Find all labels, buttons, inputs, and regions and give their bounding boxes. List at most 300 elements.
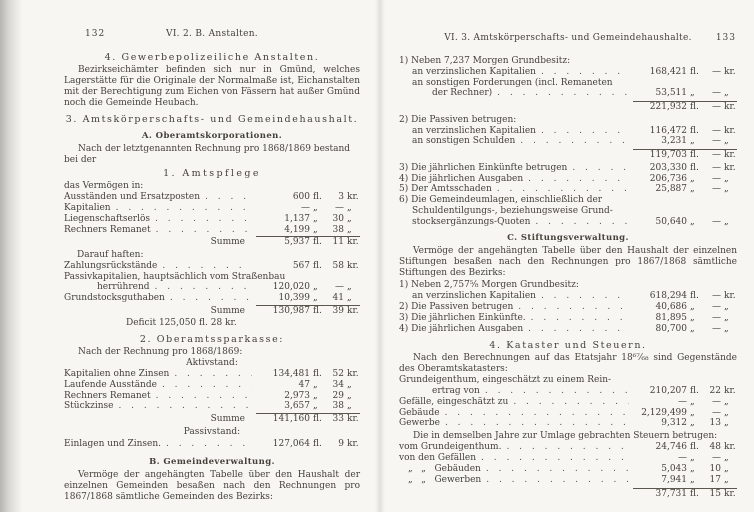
- unit-kreuzer: „: [724, 184, 729, 195]
- unit-gulden: fl.: [690, 489, 699, 500]
- unit-kreuzer: „: [724, 396, 729, 407]
- leader-dots: [162, 380, 252, 391]
- row-amounts: [633, 386, 737, 397]
- amount-kreuzer: —: [712, 323, 721, 334]
- unit-kreuzer: kr.: [347, 260, 359, 271]
- unit-kreuzer: kr.: [724, 162, 736, 173]
- subheading-oberamtskorporationen: A. Oberamtskorporationen.: [141, 131, 283, 141]
- row-label: Liegenschaftserlös: [64, 213, 150, 224]
- label-aktivstand: Aktivstand:: [186, 358, 238, 369]
- ledger-row: [399, 397, 737, 408]
- unit-kreuzer: kr.: [347, 414, 359, 425]
- unit-kreuzer: „: [724, 216, 729, 227]
- unit-gulden: fl.: [690, 386, 699, 397]
- row-label: 3) Die jährlichen Einkünfte.: [399, 312, 526, 323]
- c1-heading: 1) Neben 2,757⁵⁄₈ Morgen Grundbesitz:: [399, 280, 579, 291]
- row-label: Einlagen und Zinsen.: [64, 438, 161, 449]
- amount-kreuzer: 29: [332, 390, 344, 401]
- amount-gulden: 25,887: [655, 184, 687, 195]
- unit-gulden: „: [313, 379, 318, 390]
- row-amounts: [256, 236, 360, 248]
- unit-kreuzer: „: [347, 213, 352, 224]
- amount-kreuzer: —: [712, 407, 721, 418]
- unit-kreuzer: „: [724, 136, 729, 147]
- amount-gulden: 168,421: [649, 66, 687, 77]
- ledger-row: [64, 203, 360, 214]
- unit-kreuzer: kr.: [724, 150, 736, 161]
- right-page: [399, 0, 737, 512]
- row-amounts: [633, 136, 737, 147]
- row-label: Kapitalien ohne Zinsen: [64, 369, 170, 380]
- unit-kreuzer: „: [724, 312, 729, 323]
- unit-kreuzer: kr.: [724, 102, 736, 112]
- amount-gulden: 5,937: [284, 237, 310, 248]
- unit-gulden: fl.: [690, 150, 699, 161]
- unit-gulden: „: [313, 224, 318, 235]
- row-amounts: [256, 369, 360, 380]
- left-page: [64, 0, 360, 512]
- amount-kreuzer: —: [712, 396, 721, 407]
- row-amounts: [633, 67, 737, 78]
- unit-kreuzer: kr.: [347, 305, 359, 316]
- unit-kreuzer: „: [724, 301, 729, 312]
- intro-sparkasse: Nach der Rechnung pro 1868/1869:: [78, 346, 243, 357]
- unit-kreuzer: „: [347, 390, 352, 401]
- leader-dots: [528, 324, 629, 335]
- amount-kreuzer: 58: [332, 260, 344, 271]
- amount-kreuzer: —: [712, 291, 721, 302]
- paragraph-kataster: Nach den Berechnungen auf das Etatsjahr 18⁶⁷⁄₆₈ sind Gegenstände des Oberamtskatasters:: [399, 353, 737, 375]
- unit-gulden: „: [690, 453, 695, 464]
- unit-gulden: „: [690, 323, 695, 334]
- row-label: Stückzinse: [64, 401, 114, 412]
- unit-gulden: „: [690, 463, 695, 474]
- row-amounts: [633, 88, 737, 99]
- amount-gulden: —: [678, 453, 687, 464]
- unit-gulden: „: [313, 213, 318, 224]
- unit-kreuzer: „: [347, 379, 352, 390]
- row-amounts: [633, 453, 737, 464]
- leader-dots: [541, 67, 629, 78]
- ledger-row: [399, 88, 737, 99]
- unit-kreuzer: kr.: [724, 386, 736, 397]
- row-amounts: [633, 475, 737, 486]
- amount-kreuzer: 22: [709, 386, 721, 397]
- amount-gulden: 40,686: [655, 301, 687, 312]
- row-amounts: [256, 401, 360, 412]
- leader-dots: [541, 126, 629, 137]
- amount-gulden: 203,330: [649, 162, 687, 173]
- page-gutter-shadow: [375, 0, 385, 512]
- row-label: Ausständen und Ersatzposten: [64, 192, 201, 203]
- sum-label: Summe: [210, 414, 245, 425]
- amount-gulden: 9,312: [661, 418, 687, 429]
- subheading-gemeindeverwaltung: B. Gemeindeverwaltung.: [149, 456, 275, 467]
- ledger-row: [399, 302, 737, 313]
- row-label: Gebäude: [399, 407, 440, 418]
- unit-gulden: „: [690, 418, 695, 429]
- leader-dots: [155, 214, 252, 225]
- item2-heading: 2) Die Passiven betrugen:: [399, 114, 517, 125]
- unit-kreuzer: „: [724, 418, 729, 429]
- row-amounts: [633, 149, 737, 161]
- amount-gulden: 618,294: [649, 291, 687, 302]
- ledger-row: [64, 293, 360, 304]
- running-header: VI. 3. Amtskörperschafts- und Gemeindehaushalte.: [444, 33, 692, 43]
- label-passivstand: Passivstand:: [183, 427, 241, 438]
- amount-gulden: 206,736: [649, 173, 687, 184]
- amount-gulden: 3,231: [661, 136, 687, 147]
- amount-kreuzer: —: [335, 282, 344, 293]
- heading-oberamtssparkasse: 2. Oberamtssparkasse:: [139, 333, 285, 345]
- amount-kreuzer: 15: [709, 489, 721, 500]
- unit-gulden: fl.: [313, 369, 322, 380]
- unit-kreuzer: „: [724, 323, 729, 334]
- unit-gulden: fl.: [690, 162, 699, 173]
- amount-gulden: 80,700: [655, 323, 687, 334]
- unit-gulden: „: [690, 312, 695, 323]
- row-amounts: [256, 305, 360, 317]
- ledger-row: [64, 391, 360, 402]
- amount-kreuzer: —: [712, 88, 721, 99]
- leader-dots: [572, 163, 629, 174]
- ledger-row: [399, 136, 737, 147]
- row-amounts: [633, 291, 737, 302]
- row-amounts: [256, 261, 360, 272]
- sum-label: Summe: [210, 237, 245, 248]
- unit-gulden: „: [313, 282, 318, 293]
- amount-kreuzer: —: [712, 216, 721, 227]
- row-label: „ „ Gewerben: [408, 474, 482, 485]
- ledger-row: [399, 163, 737, 174]
- row-label-grundeigenthum: Grundeigenthum, eingeschätzt zu einem Rein-: [399, 375, 612, 386]
- deficit-line: Deficit 125,050 fl. 28 kr.: [126, 317, 237, 328]
- ledger-row: [399, 217, 737, 228]
- row-label: an verzinslichen Kapitalien: [412, 125, 536, 136]
- leader-dots: [485, 386, 629, 397]
- amount-gulden: 7,941: [661, 474, 687, 485]
- heading-kataster-steuern: 4. Kataster und Steuern.: [489, 340, 647, 352]
- leader-dots: [486, 475, 629, 486]
- leader-dots: [520, 136, 629, 147]
- amount-gulden: 600: [292, 192, 310, 203]
- unit-kreuzer: kr.: [347, 237, 359, 248]
- amount-kreuzer: 48: [709, 442, 721, 453]
- amount-kreuzer: 13: [709, 418, 721, 429]
- subtotal-row: [399, 149, 737, 161]
- unit-kreuzer: kr.: [724, 125, 736, 136]
- amount-gulden: 37,731: [655, 489, 687, 500]
- ledger-row: [64, 439, 360, 450]
- ledger-row: [399, 442, 737, 453]
- leader-dots: [497, 88, 629, 99]
- amount-kreuzer: —: [712, 102, 721, 112]
- row-amounts: [633, 126, 737, 137]
- unit-kreuzer: „: [724, 463, 729, 474]
- sum-row: [64, 413, 360, 425]
- ledger-row: [399, 464, 737, 475]
- ledger-row: [399, 67, 737, 78]
- row-label: Gefälle, eingeschätzt zu: [399, 396, 509, 407]
- ledger-row: [399, 184, 737, 195]
- right-page-header: [399, 33, 737, 45]
- label-darauf-haften: Darauf haften:: [77, 250, 144, 261]
- amount-gulden: —: [301, 202, 310, 213]
- leader-dots: [531, 313, 629, 324]
- row-label: vom Grundeigenthum.: [399, 442, 502, 453]
- row-label: 3) Die jährlichen Einkünfte betrugen: [399, 162, 568, 173]
- unit-gulden: „: [690, 301, 695, 312]
- amount-kreuzer: 3: [338, 192, 344, 203]
- ledger-row: [399, 453, 737, 464]
- amount-kreuzer: —: [712, 125, 721, 136]
- row-label: 4) Die jährlichen Ausgaben: [399, 173, 524, 184]
- sum-row: [64, 236, 360, 248]
- row-label: der Rechner): [432, 88, 493, 99]
- row-amounts: [256, 439, 360, 450]
- unit-gulden: „: [313, 390, 318, 401]
- paragraph-stiftungsverwaltung: Vermöge der angehängten Tabelle über den Haushalt der einzelnen Stiftungen besaßen nach den Rechnungen pro 1867/1868 sämtliche Stiftungen des Bezirks:: [399, 246, 737, 279]
- leader-dots: [506, 442, 629, 453]
- leader-dots: [481, 453, 629, 464]
- ledger-row: [399, 313, 737, 324]
- row-amounts: [633, 324, 737, 335]
- item6-line2: Schuldentilgungs-, beziehungsweise Grund-: [412, 205, 613, 216]
- unit-gulden: „: [690, 173, 695, 184]
- amount-kreuzer: —: [712, 301, 721, 312]
- amount-gulden: —: [678, 396, 687, 407]
- ledger-row: [399, 324, 737, 335]
- ledger-row: [64, 225, 360, 236]
- ledger-row: [399, 386, 737, 397]
- row-label: an sonstigen Schulden: [412, 136, 516, 147]
- row-amounts: [633, 101, 737, 113]
- row-amounts: [633, 397, 737, 408]
- paragraph-steuern-umlage: Die in demselben Jahre zur Umlage gebrachten Steuern betrugen:: [413, 431, 718, 442]
- unit-gulden: fl.: [690, 442, 699, 453]
- label-vermoegen: das Vermögen in:: [64, 181, 144, 192]
- leader-dots: [513, 397, 629, 408]
- ledger-row: [399, 174, 737, 185]
- subheading-stiftungsverwaltung: C. Stiftungsverwaltung.: [507, 233, 629, 244]
- amount-kreuzer: 9: [338, 438, 344, 449]
- unit-gulden: „: [690, 474, 695, 485]
- unit-kreuzer: kr.: [347, 438, 359, 449]
- unit-gulden: „: [690, 184, 695, 195]
- page-number: 133: [715, 33, 736, 43]
- row-amounts: [256, 192, 360, 203]
- row-label: herrührend: [97, 282, 150, 293]
- unit-kreuzer: kr.: [724, 291, 736, 302]
- unit-kreuzer: „: [724, 173, 729, 184]
- sum-row: [64, 305, 360, 317]
- amount-kreuzer: 34: [332, 379, 344, 390]
- unit-gulden: fl.: [313, 237, 322, 248]
- row-amounts: [256, 225, 360, 236]
- row-amounts: [256, 203, 360, 214]
- unit-kreuzer: „: [347, 224, 352, 235]
- row-label: 5) Der Amtsschaden: [399, 184, 492, 195]
- row-label: Grundstocksguthaben: [64, 293, 165, 304]
- row-label: stocksergänzungs-Quoten: [412, 216, 531, 227]
- unit-kreuzer: kr.: [347, 369, 359, 380]
- row-label: Kapitalien: [64, 202, 111, 213]
- ledger-row: [399, 291, 737, 302]
- row-amounts: [256, 391, 360, 402]
- row-amounts: [256, 293, 360, 304]
- amount-kreuzer: 10: [709, 463, 721, 474]
- unit-gulden: fl.: [313, 414, 322, 425]
- leader-dots: [116, 203, 252, 214]
- amount-gulden: 47: [298, 379, 310, 390]
- item1-heading: 1) Neben 7,237 Morgen Grundbesitz:: [399, 56, 571, 66]
- amount-gulden: 141,160: [272, 414, 310, 425]
- unit-kreuzer: „: [347, 293, 352, 304]
- row-amounts: [633, 488, 737, 500]
- amount-kreuzer: —: [712, 453, 721, 464]
- scan-edge-shadow: [0, 0, 22, 512]
- ledger-row: [64, 192, 360, 203]
- heading-amtskoerperschafts-haushalt: 3. Amtskörperschafts- und Gemeindehaushalt.: [65, 114, 359, 125]
- unit-gulden: „: [690, 88, 695, 99]
- row-amounts: [256, 413, 360, 425]
- row-label: „ „ Gebäuden: [408, 463, 481, 474]
- amount-gulden: 24,746: [655, 442, 687, 453]
- amount-gulden: 120,020: [272, 282, 310, 293]
- amount-gulden: 5,043: [661, 463, 687, 474]
- left-page-header: [64, 29, 360, 41]
- unit-kreuzer: „: [724, 453, 729, 464]
- amount-kreuzer: 52: [332, 369, 344, 380]
- amount-kreuzer: —: [712, 173, 721, 184]
- row-amounts: [256, 214, 360, 225]
- amount-kreuzer: 41: [332, 293, 344, 304]
- row-label-passivkapitalien: Passivkapitalien, hauptsächlich vom Straßenbau: [64, 271, 286, 282]
- row-label-forderungen: an sonstigen Forderungen (incl. Remaneten: [412, 77, 613, 88]
- unit-gulden: „: [313, 293, 318, 304]
- leader-dots: [445, 408, 629, 419]
- amount-gulden: 53,511: [655, 88, 687, 99]
- leader-dots: [162, 261, 252, 272]
- unit-gulden: fl.: [313, 260, 322, 271]
- amount-gulden: 1,137: [284, 213, 310, 224]
- leader-dots: [155, 282, 252, 293]
- amount-kreuzer: 39: [332, 305, 344, 316]
- row-label: Zahlungsrückstände: [64, 260, 158, 271]
- ledger-row: [399, 408, 737, 419]
- leader-dots: [486, 464, 629, 475]
- leader-dots: [156, 391, 252, 402]
- unit-kreuzer: „: [347, 282, 352, 293]
- row-amounts: [633, 464, 737, 475]
- unit-gulden: „: [690, 396, 695, 407]
- amount-kreuzer: —: [712, 136, 721, 147]
- unit-gulden: „: [690, 407, 695, 418]
- amount-gulden: 119,703: [649, 150, 687, 161]
- amount-gulden: 81,895: [655, 312, 687, 323]
- amount-gulden: 10,399: [278, 293, 310, 304]
- heading-gewerbepolizeiliche-anstalten: 4. Gewerbepolizeiliche Anstalten.: [104, 52, 320, 63]
- row-label: 2) Die Passiven betrugen: [399, 301, 514, 312]
- unit-gulden: fl.: [313, 192, 322, 203]
- ledger-row: [399, 475, 737, 486]
- subtotal-row: [399, 101, 737, 113]
- ledger-row: [64, 214, 360, 225]
- unit-kreuzer: „: [724, 407, 729, 418]
- unit-kreuzer: „: [347, 202, 352, 213]
- unit-gulden: fl.: [690, 291, 699, 302]
- row-amounts: [633, 184, 737, 195]
- leader-dots: [166, 439, 252, 450]
- unit-gulden: fl.: [690, 102, 699, 112]
- row-amounts: [633, 418, 737, 429]
- amount-kreuzer: —: [712, 312, 721, 323]
- item6-line1: 6) Die Gemeindeumlagen, einschließlich der: [399, 195, 603, 206]
- amount-kreuzer: —: [712, 184, 721, 195]
- unit-gulden: fl.: [690, 66, 699, 77]
- row-label: an verzinslichen Kapitalien: [412, 291, 536, 302]
- leader-dots: [118, 401, 252, 412]
- ledger-row: [64, 401, 360, 412]
- row-label: Rechners Remanet: [64, 224, 151, 235]
- amount-gulden: 50,640: [655, 216, 687, 227]
- heading-amtspflege: 1. Amtspflege: [163, 168, 261, 180]
- sum-label: Summe: [210, 305, 245, 316]
- row-label: an verzinslichen Kapitalien: [412, 66, 536, 77]
- row-label: Gewerbe: [399, 418, 440, 429]
- row-amounts: [256, 282, 360, 293]
- unit-kreuzer: kr.: [724, 489, 736, 500]
- leader-dots: [528, 174, 629, 185]
- amount-gulden: 2,973: [284, 390, 310, 401]
- intro-rechnung-1868: Nach der letztgenannten Rechnung pro 1868/1869 bestand bei der: [64, 144, 351, 165]
- leader-dots: [541, 291, 629, 302]
- leader-dots: [170, 293, 252, 304]
- row-label: 4) Die jährlichen Ausgaben: [399, 323, 524, 334]
- unit-gulden: „: [313, 401, 318, 412]
- amount-gulden: 134,481: [272, 369, 310, 380]
- leader-dots: [535, 217, 629, 228]
- amount-kreuzer: 38: [332, 224, 344, 235]
- total-row: [399, 488, 737, 500]
- amount-gulden: 210,207: [649, 386, 687, 397]
- amount-gulden: 4,199: [284, 224, 310, 235]
- unit-kreuzer: „: [724, 474, 729, 485]
- row-label: Rechners Remanet: [64, 390, 151, 401]
- unit-gulden: „: [690, 216, 695, 227]
- row-amounts: [633, 163, 737, 174]
- amount-kreuzer: —: [335, 202, 344, 213]
- leader-dots: [518, 302, 629, 313]
- unit-gulden: fl.: [313, 438, 322, 449]
- paragraph-gemeindeverwaltung: Vermöge der angehängten Tabelle über den Haushalt der einzelnen Gemeinden besaßen nach den Rechnungen pro 1867/1868 sämtliche Gemeinden des Bezirks:: [64, 469, 360, 502]
- unit-gulden: „: [690, 136, 695, 147]
- unit-kreuzer: kr.: [347, 192, 359, 203]
- amount-gulden: 116,472: [649, 125, 687, 136]
- unit-kreuzer: „: [724, 88, 729, 99]
- amount-kreuzer: —: [712, 150, 721, 161]
- unit-kreuzer: „: [347, 401, 352, 412]
- amount-kreuzer: —: [712, 66, 721, 77]
- amount-gulden: 127,064: [272, 438, 310, 449]
- amount-kreuzer: 17: [709, 474, 721, 485]
- page-number: 132: [85, 29, 106, 39]
- unit-kreuzer: kr.: [724, 66, 736, 77]
- row-amounts: [633, 217, 737, 228]
- amount-kreuzer: 30: [332, 213, 344, 224]
- row-label: von den Gefällen: [399, 453, 476, 464]
- amount-gulden: 221,932: [649, 102, 687, 112]
